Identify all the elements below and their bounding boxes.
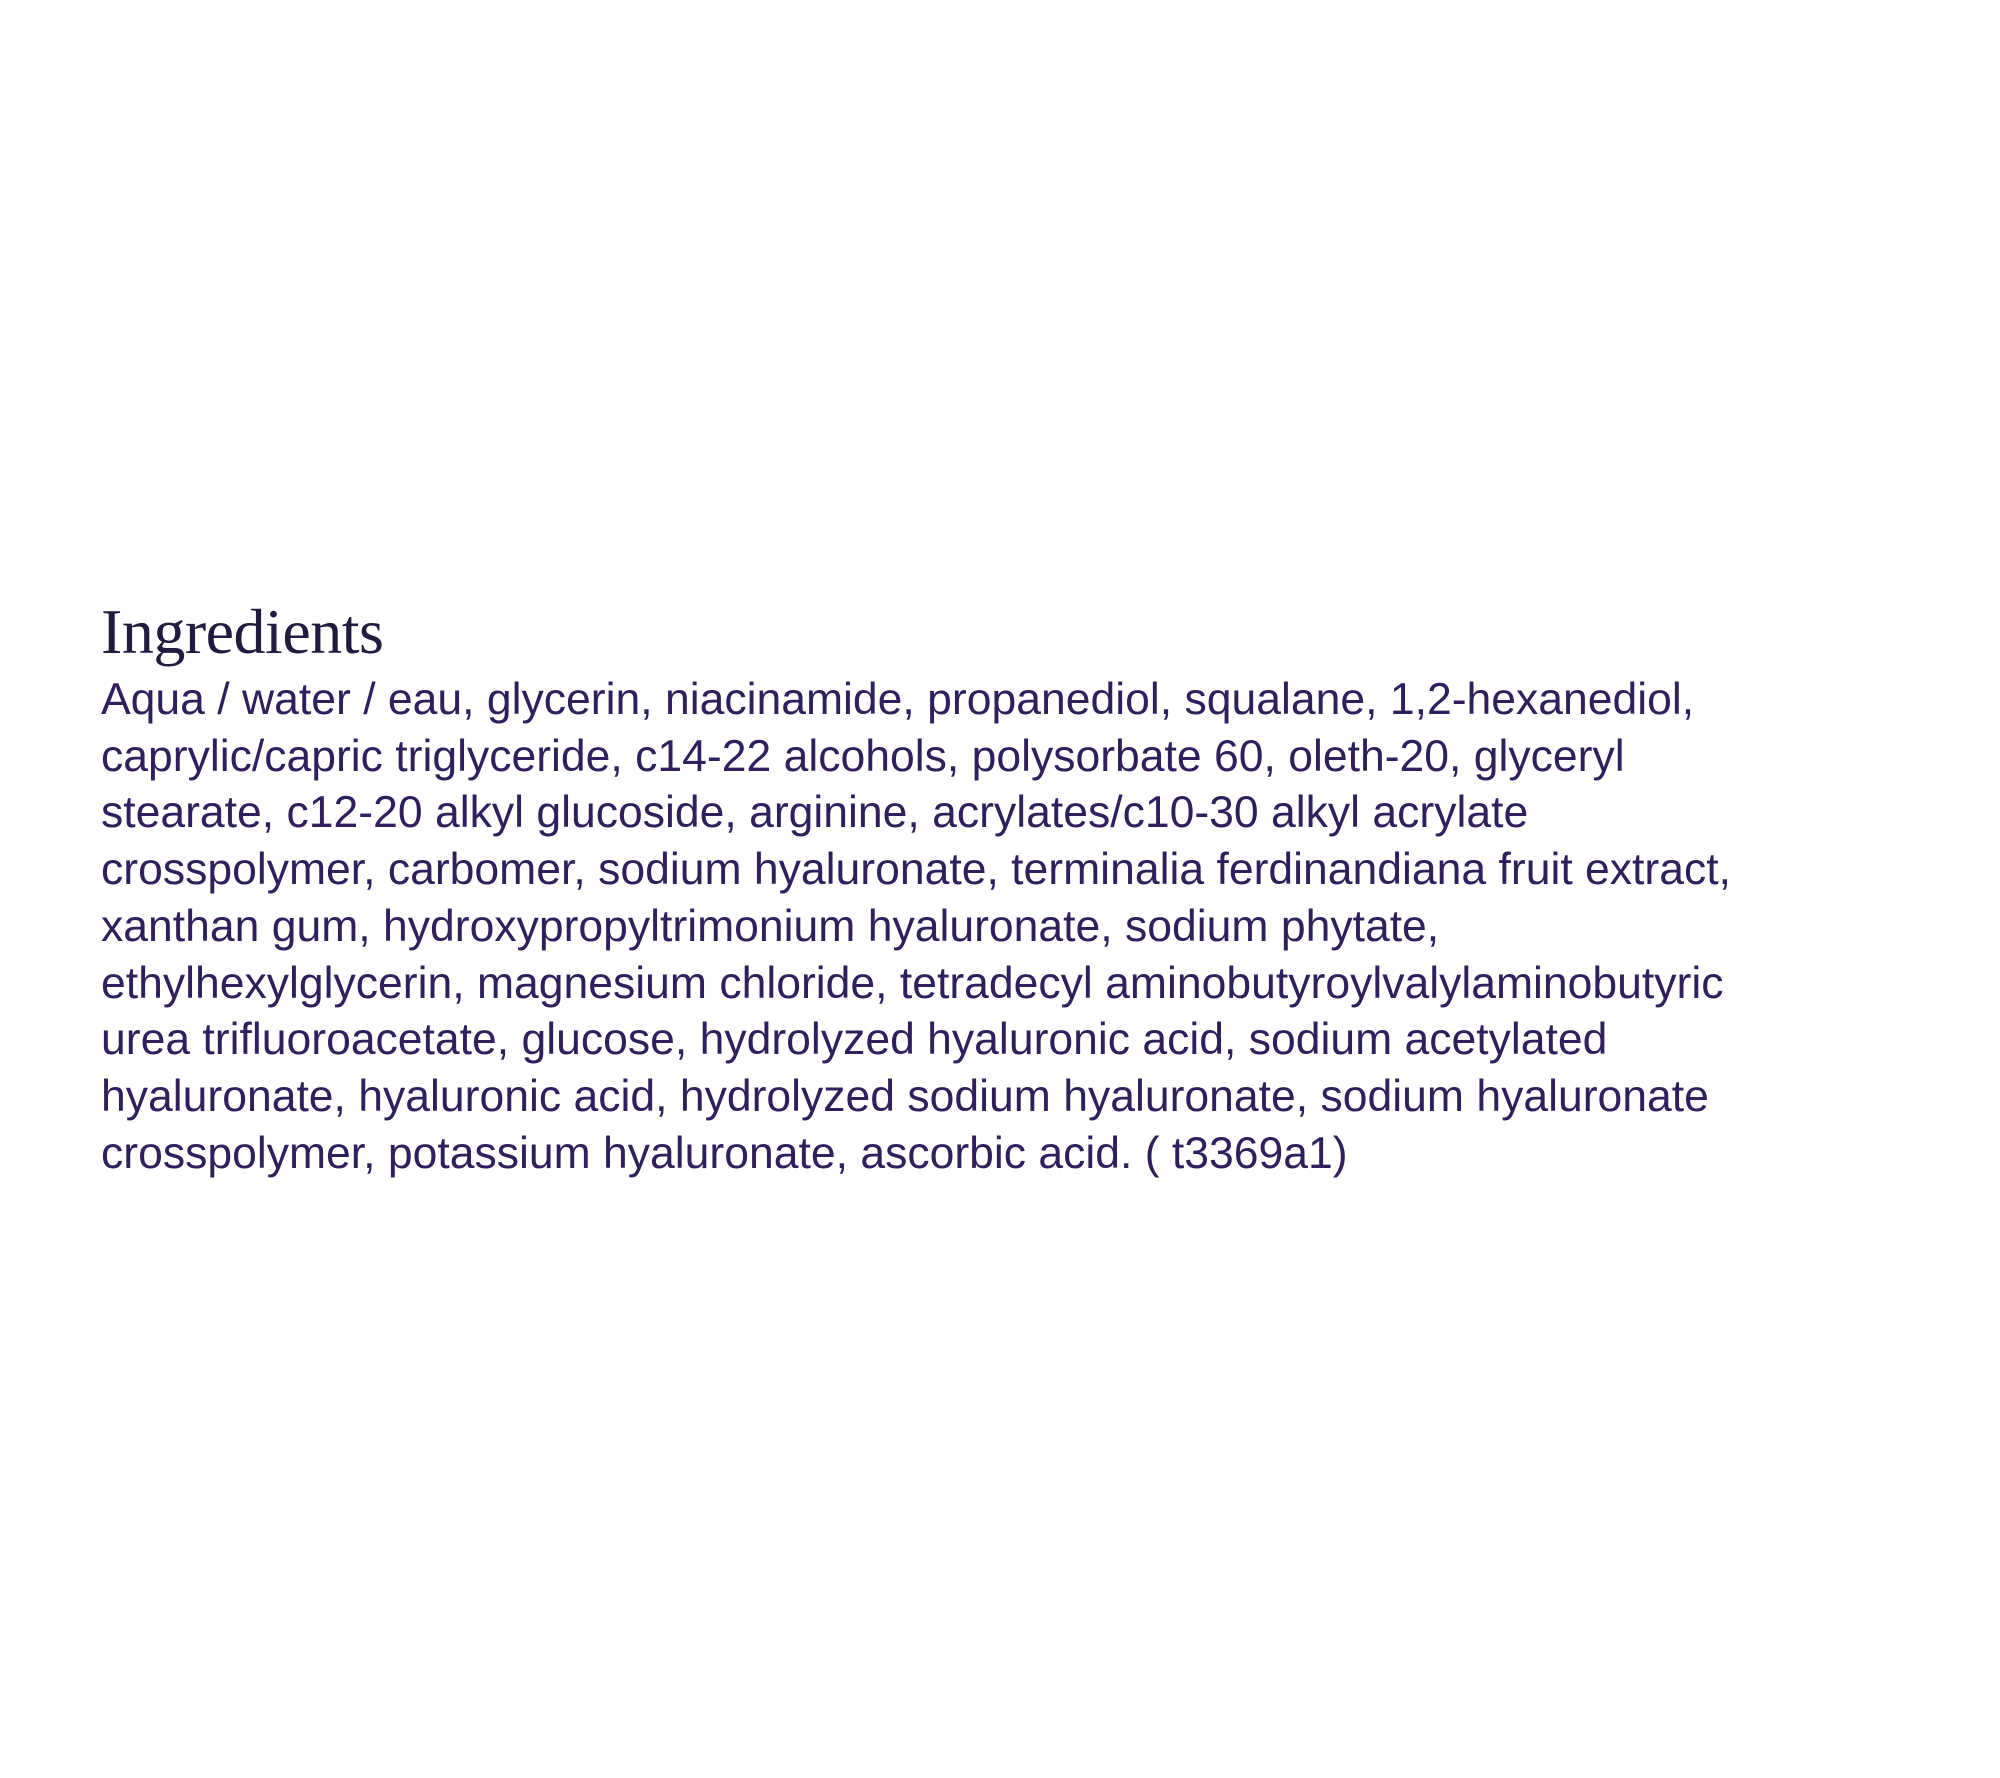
ingredients-panel (101, 592, 1961, 1182)
ingredients-line: crosspolymer, potassium hyaluronate, ascorbic acid. ( t3369a1) (101, 1128, 1348, 1178)
ingredients-list (101, 672, 1961, 1182)
ingredients-line: urea trifluoroacetate, glucose, hydrolyzed hyaluronic acid, sodium acetylated (101, 1015, 1608, 1065)
ingredients-line: crosspolymer, carbomer, sodium hyaluronate, terminalia ferdinandiana fruit extract, (101, 845, 1731, 895)
ingredients-line: hyaluronate, hyaluronic acid, hydrolyzed sodium hyaluronate, sodium hyaluronate (101, 1071, 1709, 1121)
ingredients-line: Aqua / water / eau, glycerin, niacinamide, propanediol, squalane, 1,2-hexanediol, (101, 675, 1695, 724)
ingredients-line: caprylic/capric triglyceride, c14-22 alcohols, polysorbate 60, oleth-20, glyceryl (101, 731, 1625, 781)
ingredients-line: stearate, c12-20 alkyl glucoside, arginine, acrylates/c10-30 alkyl acrylate (101, 788, 1529, 838)
ingredients-line: xanthan gum, hydroxypropyltrimonium hyaluronate, sodium phytate, (101, 901, 1440, 951)
ingredients-line: ethylhexylglycerin, magnesium chloride, tetradecyl aminobutyroylvalylaminobutyric (101, 958, 1724, 1008)
ingredients-heading: Ingredients (101, 596, 384, 667)
